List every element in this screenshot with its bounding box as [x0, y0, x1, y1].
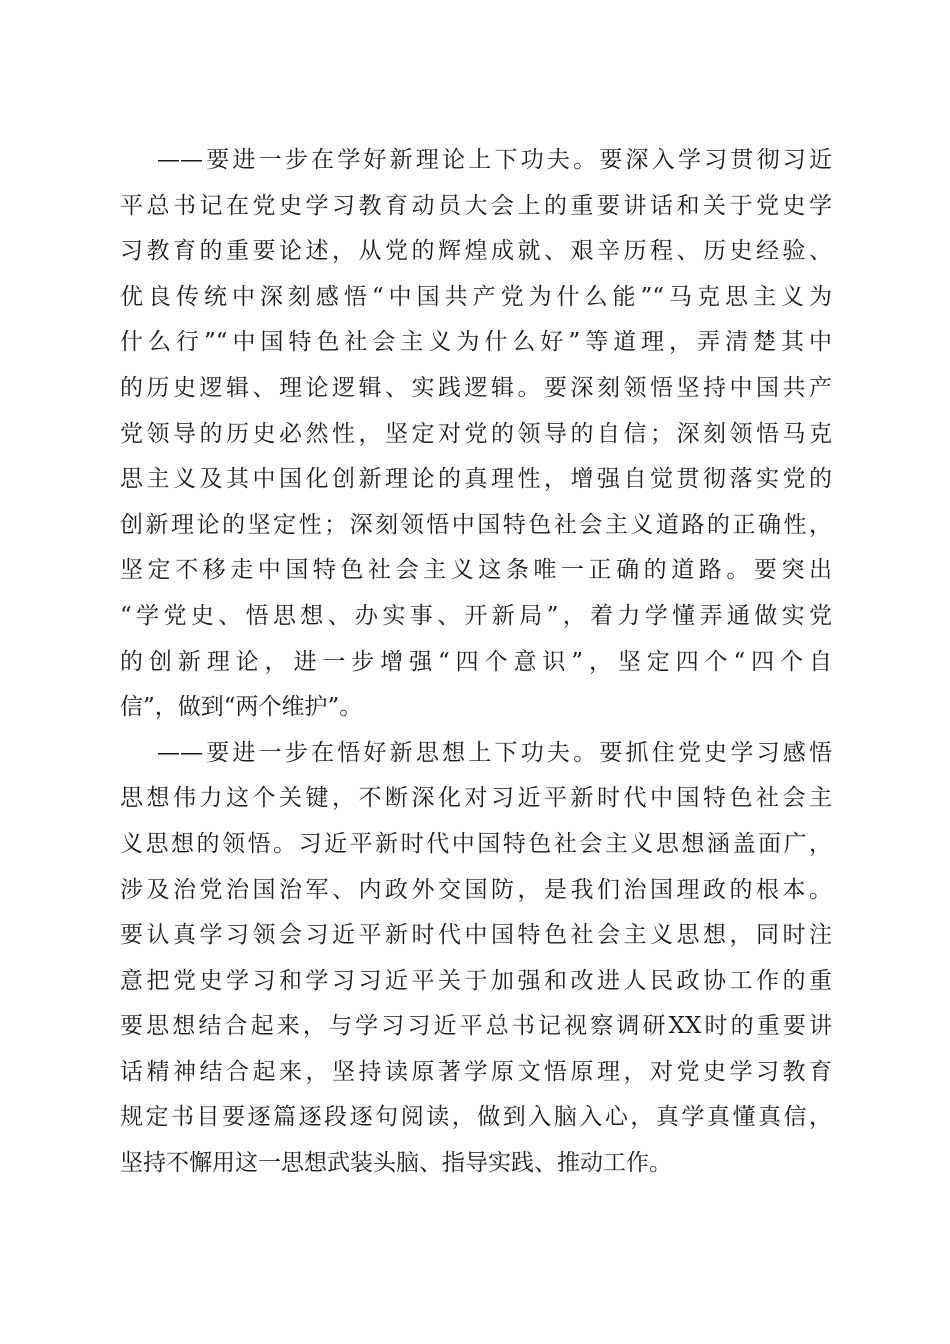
text-line: 党领导的历史必然性，坚定对党的领导的自信；深刻领悟马克 — [120, 420, 832, 447]
document-body — [120, 138, 832, 1187]
text-line: 的历史逻辑、理论逻辑、实践逻辑。要深刻领悟坚持中国共产 — [120, 374, 832, 401]
text-line: 思主义及其中国化创新理论的真理性，增强自觉贯彻落实党的 — [120, 466, 832, 493]
text-line: 信”，做到“两个维护”。 — [120, 694, 363, 721]
paragraph-2 — [120, 731, 832, 1187]
text-line: 要认真学习领会习近平新时代中国特色社会主义思想，同时注 — [120, 922, 832, 949]
text-line: 的创新理论，进一步增强“四个意识”，坚定四个“四个自 — [120, 648, 832, 675]
paragraph-1 — [120, 138, 832, 731]
text-line: 涉及治党治国治军、内政外交国防，是我们治国理政的根本。 — [120, 876, 832, 903]
text-line: 意把党史学习和学习习近平关于加强和改进人民政协工作的重 — [120, 967, 832, 994]
text-line: ——要进一步在学好新理论上下功夫。要深入学习贯彻习近 — [157, 147, 832, 173]
text-line: 义思想的领悟。习近平新时代中国特色社会主义思想涵盖面广， — [120, 830, 832, 857]
text-line: 坚持不懈用这一思想武装头脑、指导实践、推动工作。 — [120, 1150, 672, 1177]
text-line: 规定书目要逐篇逐段逐句阅读，做到入脑入心，真学真懂真信， — [120, 1104, 832, 1131]
text-line: ——要进一步在悟好新思想上下功夫。要抓住党史学习感悟 — [157, 739, 832, 766]
text-line: “学党史、悟思想、办实事、开新局”，着力学懂弄通做实党 — [120, 602, 832, 629]
text-line: 优良传统中深刻感悟“中国共产党为什么能”“马克思主义为 — [120, 283, 832, 310]
text-line: 坚定不移走中国特色社会主义这条唯一正确的道路。要突出 — [120, 557, 832, 584]
text-line: 平总书记在党史学习教育动员大会上的重要讲话和关于党史学 — [120, 192, 832, 219]
text-line: 习教育的重要论述，从党的辉煌成就、艰辛历程、历史经验、 — [120, 238, 832, 265]
text-line: 思想伟力这个关键，不断深化对习近平新时代中国特色社会主 — [120, 785, 832, 812]
text-line: 什么行”“中国特色社会主义为什么好”等道理，弄清楚其中 — [120, 329, 832, 356]
text-line: 创新理论的坚定性；深刻领悟中国特色社会主义道路的正确性， — [120, 511, 832, 538]
text-line: 话精神结合起来，坚持读原著学原文悟原理，对党史学习教育 — [120, 1058, 832, 1085]
text-line: 要思想结合起来，与学习习近平总书记视察调研XX时的重要讲 — [120, 1013, 832, 1040]
